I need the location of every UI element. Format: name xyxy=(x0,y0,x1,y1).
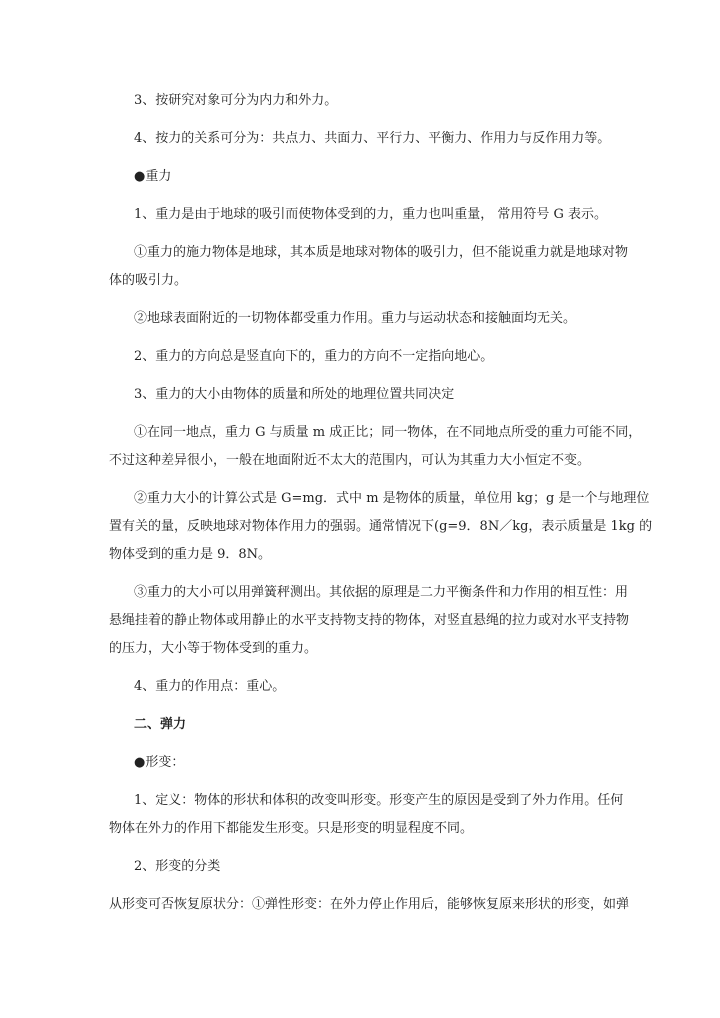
paragraph xyxy=(109,239,629,295)
paragraph xyxy=(109,163,614,191)
paragraph xyxy=(109,419,642,475)
paragraph xyxy=(109,201,614,229)
text-line: 的压力，大小等于物体受到的重力。 xyxy=(109,641,318,656)
text-line: 从形变可否恢复原状分：①弹性形变：在外力停止作用后，能够恢复原来形状的形变，如弹 xyxy=(109,897,630,912)
text-line: ①在同一地点，重力 G 与质量 m 成正比；同一物体，在不同地点所受的重力可能不同， xyxy=(134,425,642,440)
text-line: 4、按力的关系可分为：共点力、共面力、平行力、平衡力、作用力与反作用力等。 xyxy=(134,131,611,146)
text-line: 2、形变的分类 xyxy=(134,859,221,874)
text-line: 二、弹力 xyxy=(134,717,187,732)
text-line: 3、按研究对象可分为内力和外力。 xyxy=(134,93,338,108)
paragraph xyxy=(109,787,624,843)
paragraph xyxy=(109,305,614,333)
section-heading xyxy=(109,711,614,739)
paragraph xyxy=(109,891,630,919)
text-line: 1、重力是由于地球的吸引而使物体受到的力，重力也叫重量， 常用符号 G 表示。 xyxy=(134,207,608,222)
paragraph xyxy=(109,749,614,777)
text-line: 不过这种差异很小，一般在地面附近不太大的范围内，可认为其重力大小恒定不变。 xyxy=(109,453,591,468)
text-line: 2、重力的方向总是竖直向下的，重力的方向不一定指向地心。 xyxy=(134,349,494,364)
paragraph xyxy=(109,853,614,881)
text-line: 3、重力的大小由物体的质量和所处的地理位置共同决定 xyxy=(134,387,455,402)
text-line: 物体在外力的作用下都能发生形变。只是形变的明显程度不同。 xyxy=(109,821,474,836)
text-line: 体的吸引力。 xyxy=(109,273,188,288)
text-line: 1、定义：物体的形状和体积的改变叫形变。形变产生的原因是受到了外力作用。任何 xyxy=(134,793,624,808)
text-line: 物体受到的重力是 9．8N。 xyxy=(109,547,272,562)
paragraph xyxy=(109,125,614,153)
text-line: ●重力 xyxy=(134,169,172,184)
paragraph xyxy=(109,673,614,701)
paragraph xyxy=(109,485,653,569)
text-line: ②重力大小的计算公式是 G=mg．式中 m 是物体的质量，单位用 kg；g 是一个与地理位 xyxy=(134,491,650,506)
paragraph xyxy=(109,579,630,663)
text-line: 4、重力的作用点：重心。 xyxy=(134,679,286,694)
text-line: ①重力的施力物体是地球，其本质是地球对物体的吸引力，但不能说重力就是地球对物 xyxy=(134,245,629,260)
text-line: ●形变： xyxy=(134,755,185,770)
text-line: 置有关的量，反映地球对物体作用力的强弱。通常情况下(g=9．8N／kg，表示质量是 1kg 的 xyxy=(109,519,653,534)
paragraph xyxy=(109,381,614,409)
text-line: 悬绳挂着的静止物体或用静止的水平支持物支持的物体，对竖直悬绳的拉力或对水平支持物 xyxy=(109,613,630,628)
text-line: ③重力的大小可以用弹簧秤测出。其依据的原理是二力平衡条件和力作用的相互性：用 xyxy=(134,585,629,600)
text-line: ②地球表面附近的一切物体都受重力作用。重力与运动状态和接触面均无关。 xyxy=(134,311,577,326)
paragraph xyxy=(109,343,614,371)
paragraph xyxy=(109,87,614,115)
